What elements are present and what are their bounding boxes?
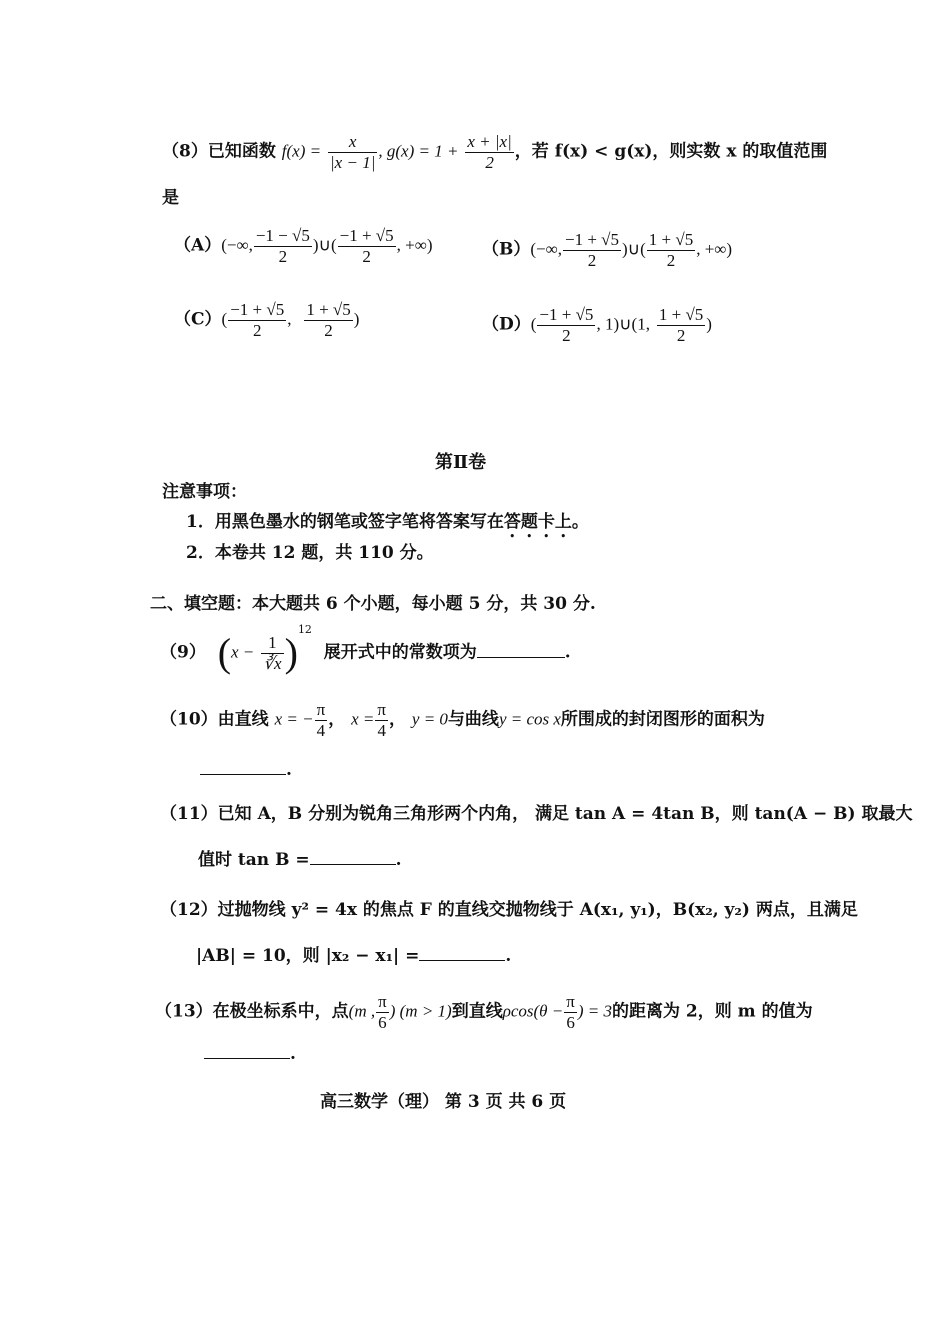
q9-fraction [261, 633, 283, 673]
q10-text3: ， [388, 709, 406, 730]
q8-g-def: , g(x) = 1 + [378, 141, 459, 161]
option-c-den2: 2 [324, 320, 333, 340]
q10-line2 [200, 762, 292, 779]
q8-option-a [174, 226, 433, 266]
q13-number: （13） [155, 1001, 213, 1022]
q13-frac2 [564, 992, 577, 1032]
option-a-den2: 2 [362, 246, 371, 266]
q8-f-den: |x − 1| [330, 152, 376, 172]
q13-pi2: π [566, 992, 575, 1011]
option-c-num2: 1 + √5 [306, 300, 351, 319]
option-b-frac1 [563, 230, 621, 270]
option-b-frac2 [647, 230, 695, 270]
option-d-frac1 [537, 305, 595, 345]
notice1-emphasis: 答题卡上 [503, 512, 572, 532]
q13-six1: 6 [378, 1012, 387, 1032]
q13-point-open: (m , [348, 1001, 376, 1021]
q10-frac1 [315, 700, 328, 740]
option-b-part2: )∪( [622, 239, 646, 259]
q9-den: ∛x [263, 653, 282, 673]
option-d-den1: 2 [562, 325, 571, 345]
option-a-part2: )∪( [312, 235, 337, 255]
option-d-frac2 [657, 305, 705, 345]
q10-four2: 4 [377, 720, 386, 740]
q9-num: 1 [261, 633, 283, 654]
q11-line1 [160, 806, 912, 823]
option-b-den2: 2 [666, 250, 676, 270]
q10-frac2 [375, 700, 388, 740]
q8-intro: 已知函数 [207, 141, 276, 162]
option-b-part3: , +∞) [696, 239, 733, 259]
q12-line2 [196, 948, 511, 965]
option-c-part3: ) [353, 309, 360, 329]
q10-text2: ， [328, 709, 346, 730]
q8-line2: 是 [162, 188, 179, 208]
option-a-part3: , +∞) [396, 235, 433, 255]
q9-exponent: 12 [297, 622, 312, 636]
q8-option-b [482, 230, 732, 270]
option-d-num1: −1 + √5 [539, 305, 594, 324]
notice-item-2: 2．本卷共 12 题，共 110 分。 [186, 543, 434, 563]
q12-answer-blank[interactable] [419, 959, 505, 961]
option-b-part1: (−∞, [530, 239, 562, 259]
q13-frac1 [376, 992, 389, 1032]
page-footer: 高三数学（理） 第 3 页 共 6 页 [320, 1092, 567, 1112]
q9-left-paren: ( [217, 630, 232, 676]
q8-g-den: 2 [485, 152, 494, 172]
q11-number: （11） [160, 804, 218, 824]
option-b-num1: −1 + √5 [565, 230, 620, 249]
q11-text2: 值时 tan B = [198, 850, 310, 870]
notice-title: 注意事项： [162, 482, 247, 502]
option-a-den1: 2 [278, 246, 288, 266]
q12-end: . [505, 946, 512, 966]
option-c-frac2 [304, 300, 352, 340]
q11-line2 [198, 852, 402, 869]
option-b-label: （B） [482, 239, 531, 260]
option-a-num1: −1 − √5 [255, 226, 310, 245]
option-d-part3: ) [706, 314, 712, 334]
option-d-num2: 1 + √5 [658, 305, 704, 324]
q8-option-d [482, 305, 712, 345]
q8-g-num: x + |x| [467, 132, 512, 151]
q12-text1: 过抛物线 y² = 4x 的焦点 F 的直线交抛物线于 A(x₁, y₁)，B(x₂, y₂) 两点，且满足 [217, 900, 858, 920]
q9-line [160, 622, 571, 676]
notice1-end: 。 [571, 512, 589, 532]
q10-answer-blank[interactable] [200, 773, 286, 775]
q13-end: . [290, 1044, 296, 1064]
option-d-den2: 2 [676, 325, 686, 345]
q8-condition: ，若 f(x) < g(x)，则实数 x 的取值范围 [514, 141, 828, 162]
q9-right-paren: ) [284, 630, 298, 676]
q9-x: x − [231, 642, 255, 662]
q13-pi1: π [378, 992, 387, 1011]
q11-text1: 已知 A，B 分别为锐角三角形两个内角， 满足 tan A = 4tan B，则 tan(A − B) 取最大 [217, 804, 913, 824]
q8-option-c [174, 300, 359, 340]
q13-point-close: ) (m > 1) [389, 1001, 452, 1021]
option-c-part1: ( [221, 309, 228, 329]
q8-g-fraction [465, 132, 513, 172]
q10-x1: x = − [274, 709, 314, 729]
option-a-label: （A） [174, 235, 222, 256]
q11-answer-blank[interactable] [310, 863, 396, 865]
q10-curve: y = cos x [498, 709, 561, 729]
option-b-num2: 1 + √5 [648, 230, 694, 249]
option-a-num2: −1 + √5 [339, 226, 394, 245]
q9-number: （9） [160, 642, 206, 663]
q8-f-fraction [328, 132, 377, 172]
option-c-num1: −1 + √5 [230, 300, 285, 319]
notice1-text: 1．用黑色墨水的钢笔或签字笔将答案写在 [186, 512, 504, 532]
q13-text2: 到直线 [451, 1001, 503, 1022]
q10-pi2: π [377, 700, 386, 719]
q10-line1 [160, 700, 765, 740]
q10-text5: 所围成的封闭图形的面积为 [560, 709, 765, 730]
option-c-frac1 [228, 300, 286, 340]
q9-answer-blank[interactable] [477, 656, 565, 658]
q10-text4: 与曲线 [447, 709, 499, 730]
q13-line1 [155, 992, 813, 1032]
q13-answer-blank[interactable] [204, 1057, 290, 1059]
q9-text: 展开式中的常数项为 [323, 642, 477, 663]
q13-line2 [204, 1046, 296, 1063]
option-c-den1: 2 [252, 320, 262, 340]
option-d-label: （D） [482, 314, 531, 335]
q10-x2: x = [351, 709, 375, 729]
option-a-part1: (−∞, [221, 235, 253, 255]
q13-six2: 6 [566, 1012, 575, 1032]
option-d-part2: , 1)∪(1, [596, 314, 650, 334]
option-a-frac1 [254, 226, 312, 266]
part2-title: 第Ⅱ卷 [435, 452, 487, 473]
q10-end: . [286, 760, 292, 780]
notice-item-1 [186, 512, 589, 542]
option-b-den1: 2 [587, 250, 597, 270]
q10-four1: 4 [316, 720, 326, 740]
q13-text1: 在极坐标系中，点 [212, 1001, 349, 1022]
option-c-label: （C） [174, 309, 222, 330]
option-d-part1: ( [530, 314, 537, 334]
q10-pi1: π [316, 700, 326, 719]
q10-text1: 由直线 [217, 709, 269, 730]
q13-text3: 的距离为 2，则 m 的值为 [612, 1001, 813, 1022]
q9-end: . [564, 642, 571, 663]
q12-number: （12） [160, 900, 218, 920]
q10-y0: y = 0 [411, 709, 448, 729]
option-c-part2: , [287, 309, 292, 329]
q12-text2: |AB| = 10，则 |x₂ − x₁| = [196, 946, 420, 966]
q13-eq: ) = 3 [577, 1001, 612, 1021]
q8-line1 [162, 132, 827, 172]
section2-heading: 二、填空题：本大题共 6 个小题，每小题 5 分，共 30 分. [150, 594, 596, 614]
q8-f-num: x [328, 132, 377, 153]
option-a-frac2 [338, 226, 396, 266]
q8-number: （8） [162, 141, 208, 162]
q11-end: . [395, 850, 402, 870]
q10-number: （10） [160, 709, 218, 730]
q8-f-def: f(x) = [281, 141, 322, 161]
q13-rho: ρcos(θ − [502, 1001, 564, 1021]
q12-line1 [160, 902, 858, 919]
